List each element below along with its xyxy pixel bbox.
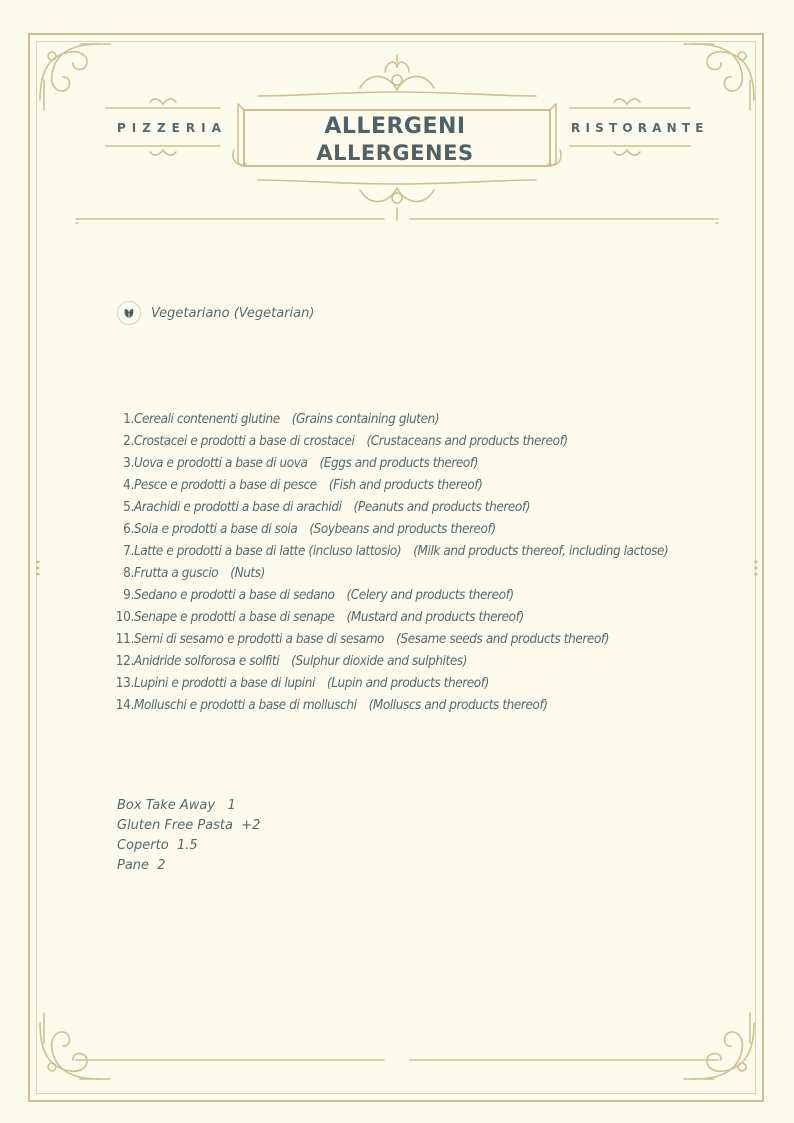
allergen-name-english: (Celery and products thereof) (346, 588, 514, 603)
allergen-name-italian: Sedano e prodotti a base di sedano (134, 588, 335, 603)
top-crest-ornament (258, 55, 536, 96)
allergen-item (100, 475, 760, 497)
allergen-number: 2. (123, 434, 134, 449)
allergen-name-english: (Lupin and products thereof) (326, 676, 489, 691)
allergen-item (100, 585, 760, 607)
bottom-crest-ornament (258, 180, 536, 220)
vegetarian-legend (117, 299, 314, 327)
allergen-item (100, 431, 760, 453)
allergen-item (100, 409, 760, 431)
allergen-list (100, 409, 760, 717)
allergen-name-italian: Frutta a guscio (134, 566, 219, 581)
allergen-number: 11. (115, 632, 134, 647)
allergen-name-italian: Lupini e prodotti a base di lupini (134, 676, 315, 691)
allergen-item (100, 695, 760, 717)
corner-ornament-bottom-left (40, 1013, 110, 1079)
allergen-name-italian: Anidride solforosa e solfiti (134, 654, 280, 669)
allergen-number: 14. (115, 698, 134, 713)
extra-charge-item: Pane 2 (117, 858, 166, 873)
allergen-number: 8. (123, 566, 134, 581)
allergen-name-italian: Pesce e prodotti a base di pesce (134, 478, 317, 493)
allergen-item (100, 607, 760, 629)
allergen-name-english: (Fish and products thereof) (328, 478, 483, 493)
allergen-name-english: (Crustaceans and products thereof) (366, 434, 568, 449)
allergen-number: 4. (123, 478, 134, 493)
corner-ornament-top-left (40, 44, 110, 110)
allergen-number: 6. (123, 522, 134, 537)
allergen-name-english: (Eggs and products thereof) (319, 456, 479, 471)
allergen-item (100, 651, 760, 673)
allergen-name-english: (Soybeans and products thereof) (309, 522, 496, 537)
corner-ornament-bottom-right (684, 1013, 754, 1079)
allergen-number: 5. (123, 500, 134, 515)
pizzeria-label: PIZZERIA (117, 121, 227, 135)
allergen-name-italian: Uova e prodotti a base di uova (134, 456, 308, 471)
extras-list (117, 796, 260, 876)
allergen-number: 1. (123, 412, 134, 427)
title-italian: ALLERGENI (324, 114, 466, 139)
allergen-number: 12. (115, 654, 134, 669)
page-title (236, 107, 554, 169)
allergen-name-english: (Grains containing gluten) (291, 412, 440, 427)
allergen-name-italian: Cereali contenenti glutine (134, 412, 280, 427)
ristorante-label: RISTORANTE (571, 121, 709, 135)
vegetarian-label: Vegetariano (Vegetarian) (151, 305, 315, 321)
allergen-number: 10. (115, 610, 134, 625)
allergen-name-english: (Sesame seeds and products thereof) (396, 632, 610, 647)
allergen-item (100, 497, 760, 519)
allergen-name-english: (Sulphur dioxide and sulphites) (291, 654, 468, 669)
allergen-name-english: (Molluscs and products thereof) (368, 698, 548, 713)
allergen-number: 9. (123, 588, 134, 603)
allergen-name-italian: Senape e prodotti a base di senape (134, 610, 335, 625)
allergen-number: 13. (115, 676, 134, 691)
allergen-name-english: (Milk and products thereof, including lactose) (413, 544, 669, 559)
allergen-number: 7. (123, 544, 134, 559)
leaf-icon (117, 301, 141, 325)
allergen-item (100, 541, 760, 563)
allergen-name-italian: Crostacei e prodotti a base di crostacei (134, 434, 355, 449)
allergen-item (100, 629, 760, 651)
allergen-name-english: (Mustard and products thereof) (346, 610, 524, 625)
extra-charge-item: Coperto 1.5 (117, 838, 198, 853)
allergen-item (100, 673, 760, 695)
corner-ornament-top-right (684, 44, 754, 110)
title-english: ALLERGENES (316, 141, 474, 165)
allergen-item (100, 519, 760, 541)
allergen-name-english: (Peanuts and products thereof) (353, 500, 531, 515)
allergen-name-english: (Nuts) (230, 566, 265, 581)
allergen-name-italian: Semi di sesamo e prodotti a base di sesamo (134, 632, 385, 647)
allergen-name-italian: Molluschi e prodotti a base di molluschi (134, 698, 357, 713)
allergen-number: 3. (123, 456, 134, 471)
allergen-item (100, 453, 760, 475)
extra-charge-item: Box Take Away 1 (117, 798, 236, 813)
extra-charge-item: Gluten Free Pasta +2 (117, 818, 261, 833)
allergen-name-italian: Latte e prodotti a base di latte (incluso lattosio) (134, 544, 402, 559)
allergen-name-italian: Soia e prodotti a base di soia (134, 522, 298, 537)
allergen-name-italian: Arachidi e prodotti a base di arachidi (134, 500, 342, 515)
allergen-item (100, 563, 760, 585)
